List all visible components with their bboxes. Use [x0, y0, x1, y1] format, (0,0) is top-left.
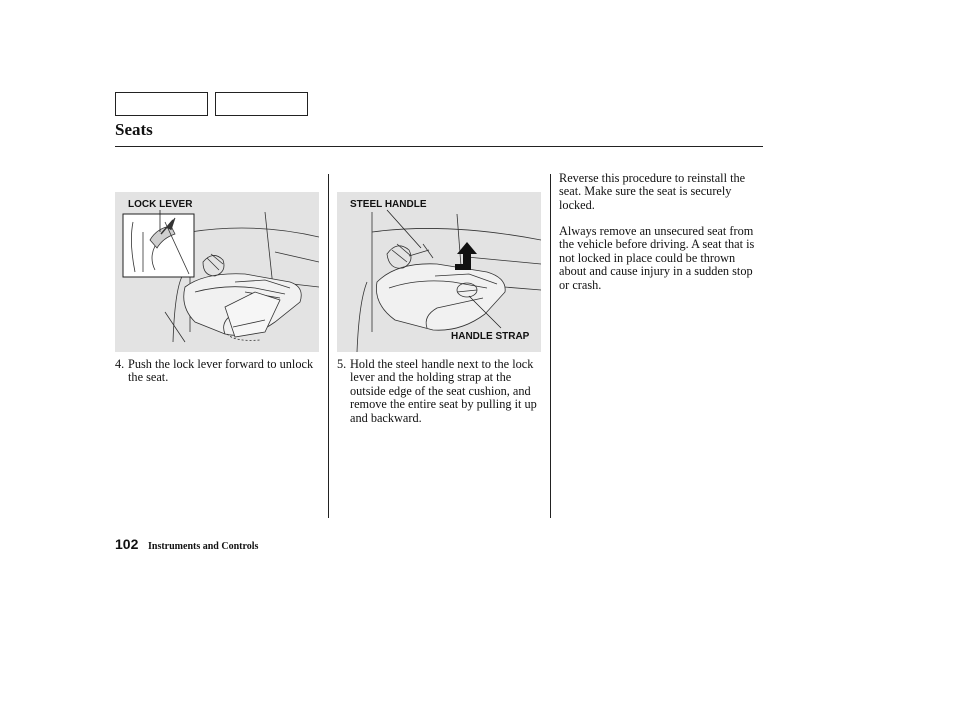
step-text: Hold the steel handle next to the lock lever and the holding strap at the outside edge of the seat cushion, and remove the entire seat by pulling it up and backward. [350, 357, 537, 425]
step-number: 5. [337, 357, 347, 371]
reinstall-note: Reverse this procedure to reinstall the seat. Make sure the seat is securely locked. [559, 171, 746, 212]
step-4 [115, 358, 315, 385]
step-5 [337, 358, 547, 425]
column-divider-1 [328, 174, 329, 518]
header-tab-box-1 [115, 92, 208, 116]
step-text: Push the lock lever forward to unlock the seat. [128, 357, 314, 385]
handle-strap-label: HANDLE STRAP [451, 331, 530, 342]
steel-handle-label: STEEL HANDLE [350, 199, 427, 210]
seat-lock-lever-illustration [115, 192, 319, 352]
lock-lever-label: LOCK LEVER [128, 199, 193, 210]
column-divider-2 [550, 174, 551, 518]
lock-lever-figure [115, 192, 319, 352]
step-number: 4. [115, 357, 125, 371]
title-rule [115, 146, 763, 147]
page-title: Seats [115, 120, 153, 139]
seat-removal-illustration [337, 192, 541, 352]
safety-warning: Always remove an unsecured seat from the vehicle before driving. A seat that is not locked in place could be thrown about and cause injury in a sudden stop or crash. [559, 224, 755, 292]
section-name: Instruments and Controls [148, 541, 259, 552]
steel-handle-figure [337, 192, 541, 352]
pull-up-arrow-icon [455, 242, 477, 270]
header-tab-box-2 [215, 92, 308, 116]
page-number: 102 [115, 536, 139, 552]
